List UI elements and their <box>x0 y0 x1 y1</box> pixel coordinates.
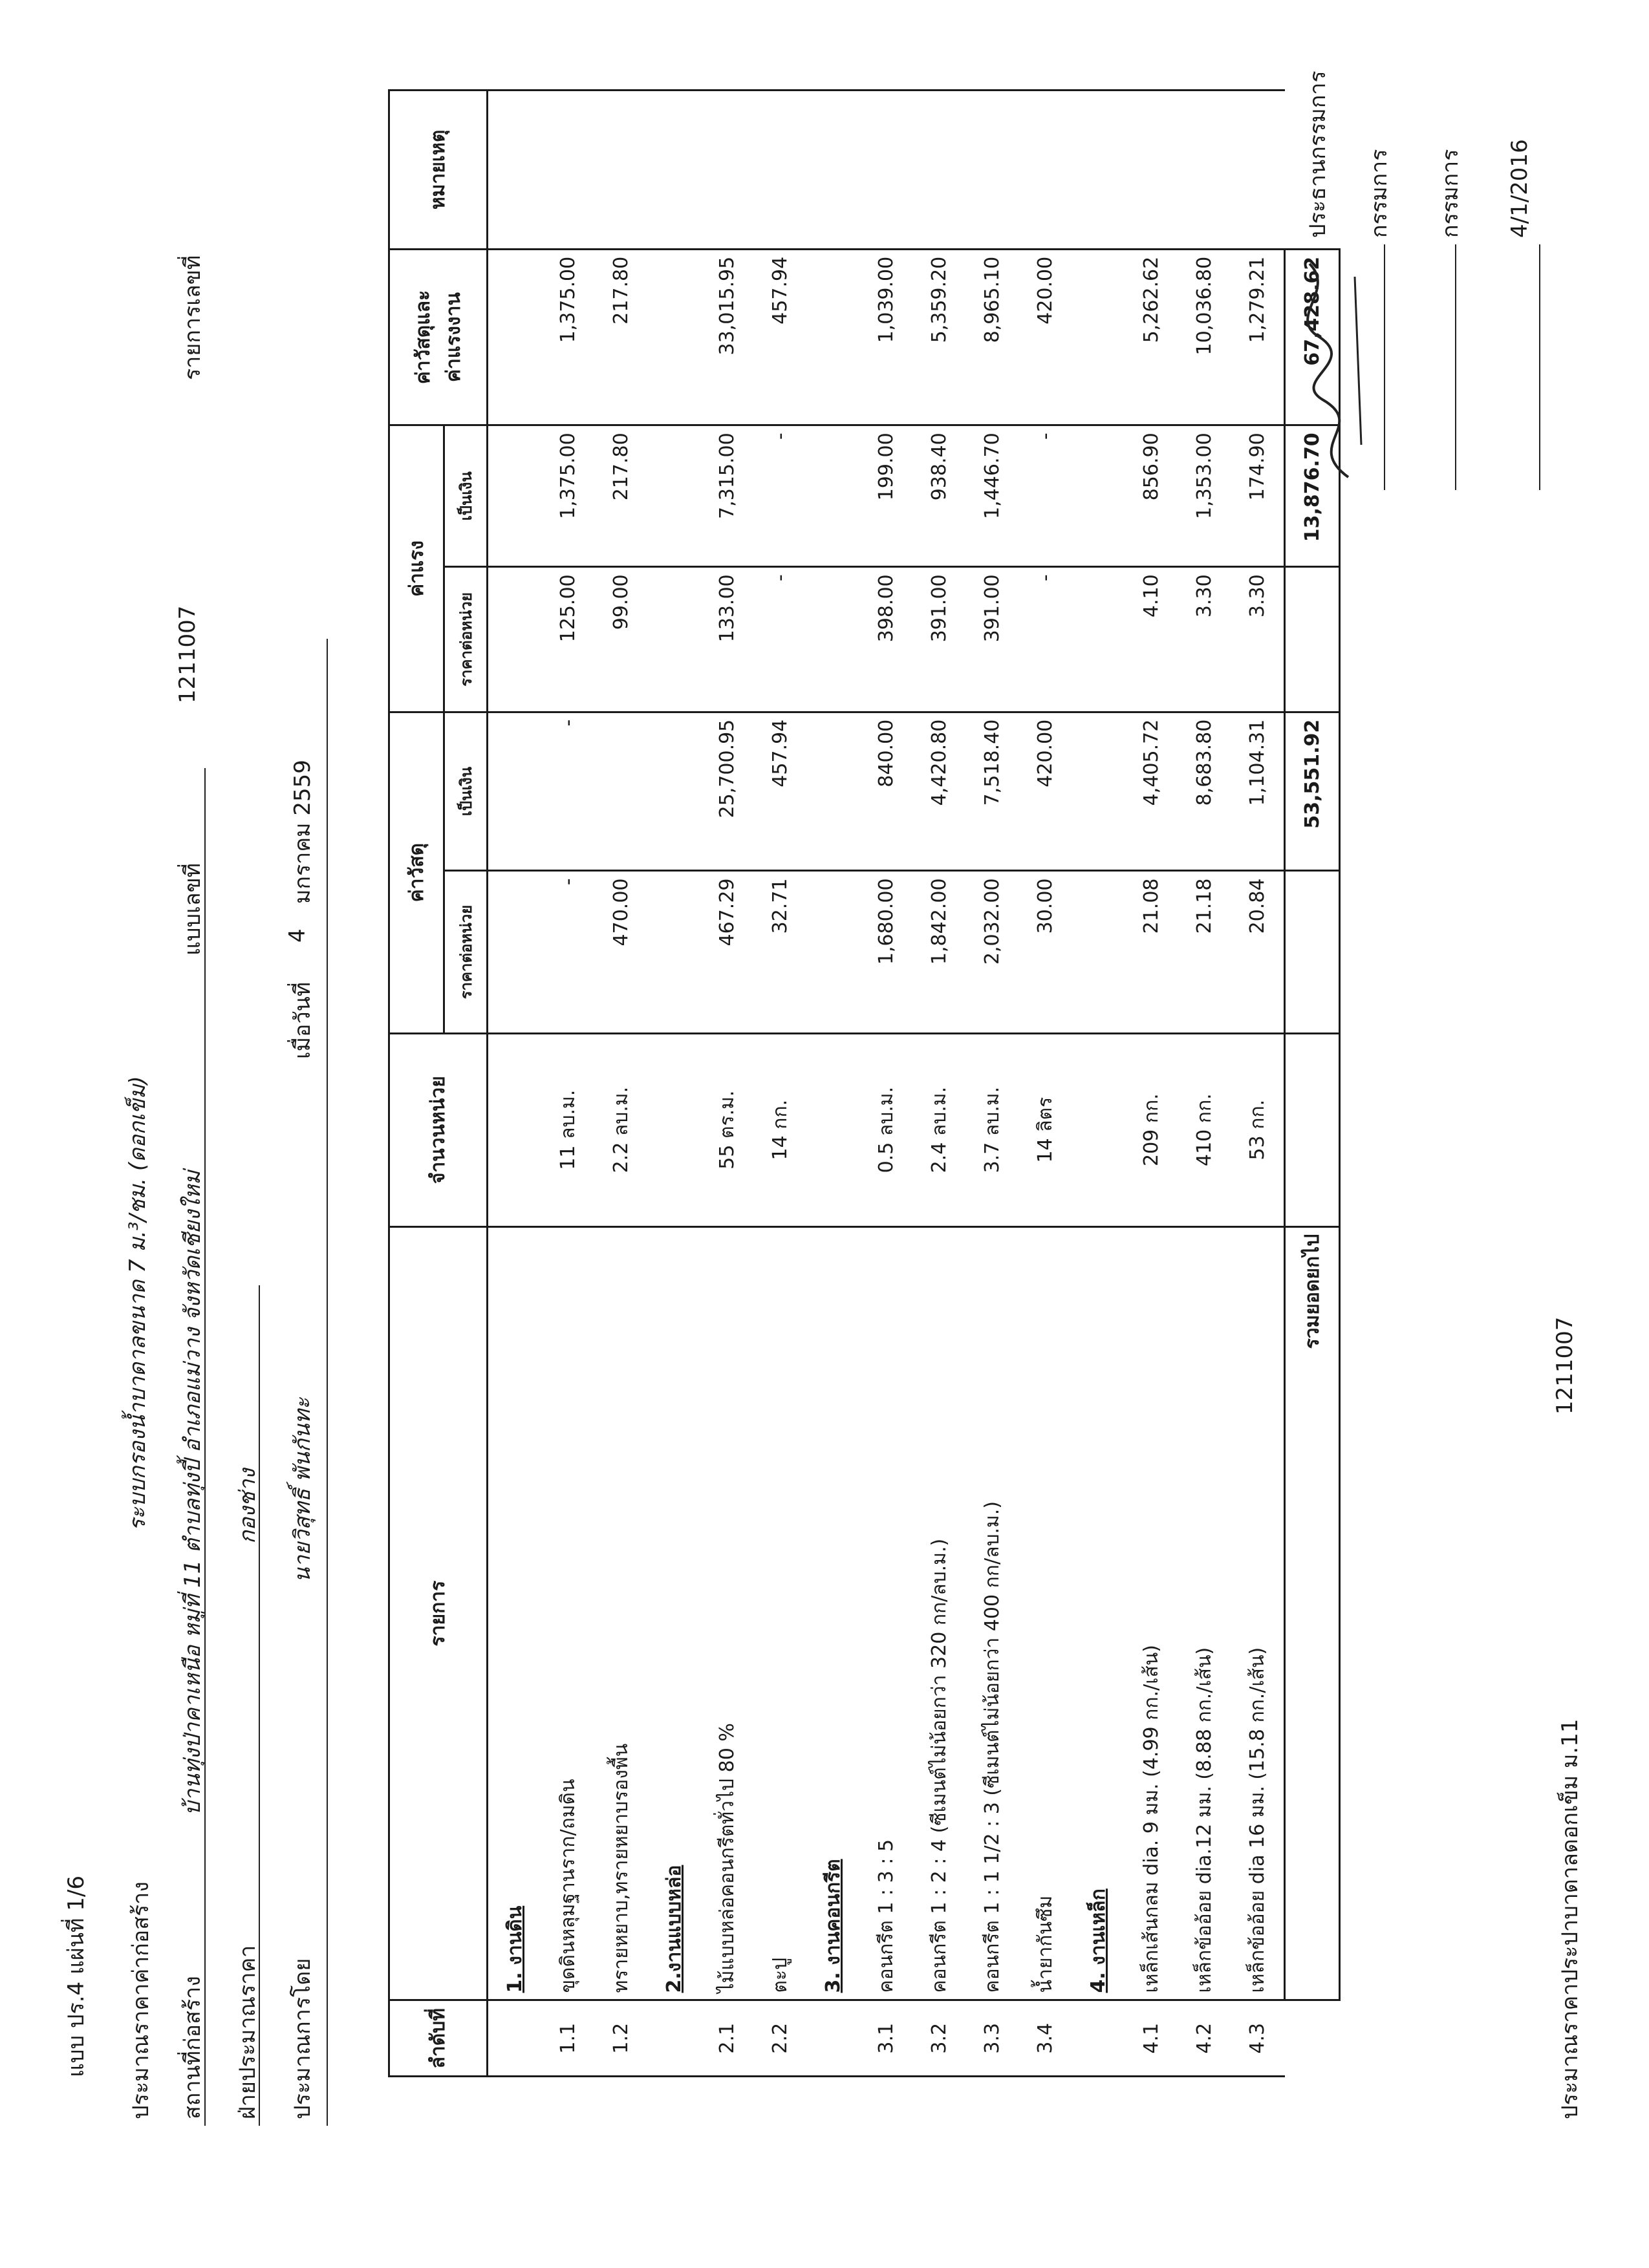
empty-cell <box>647 871 700 1033</box>
row-qty: 2.4 <box>927 1142 951 1173</box>
row-material-amount: 420.00 <box>1018 712 1072 871</box>
row-no: 2.1 <box>700 2000 753 2077</box>
item-no-label: รายการเลขที่ <box>180 255 206 380</box>
row-material-price: 2,032.00 <box>965 871 1018 1033</box>
row-unit: ลบ.ม. <box>927 1086 951 1137</box>
row-desc: ทรายหยาบ,ทรายหยาบรองพื้น <box>594 1226 647 2000</box>
col-header-total-line2: ค่าแรงงาน <box>442 292 465 383</box>
table-row <box>700 91 753 2077</box>
row-unit: กก. <box>1192 1093 1216 1124</box>
row-qty-cell <box>1125 1033 1178 1226</box>
signature-line-3 <box>1455 244 1456 490</box>
empty-cell <box>806 91 859 250</box>
signature-label-chair: ประธานกรรมการ <box>1305 70 1331 238</box>
col-header-labor-amount: เป็นเงิน <box>444 425 488 567</box>
header-rule-3 <box>327 639 328 2126</box>
row-total: 5,262.62 <box>1125 249 1178 425</box>
row-no: 1.1 <box>541 2000 594 2077</box>
row-total: 457.94 <box>753 249 806 425</box>
empty-cell <box>647 425 700 567</box>
empty-cell <box>488 712 542 871</box>
grand-total: 67,428.62 <box>1285 249 1340 425</box>
row-labor-price: - <box>1018 567 1072 712</box>
signature-line-2 <box>1384 244 1385 490</box>
row-remark <box>1018 91 1072 250</box>
empty-cell <box>488 871 542 1033</box>
row-unit: ลบ.ม. <box>874 1086 898 1137</box>
row-total: 420.00 <box>1018 249 1072 425</box>
row-no: 4.3 <box>1231 2000 1285 2077</box>
row-material-amount: 1,104.31 <box>1231 712 1285 871</box>
empty-cell <box>488 249 542 425</box>
row-labor-price: 3.30 <box>1231 567 1285 712</box>
table-row <box>753 91 806 2077</box>
row-no <box>1072 2000 1125 2077</box>
col-header-total-line1: ค่าวัสดุและ <box>411 290 435 385</box>
row-unit: ลบ.ม. <box>556 1089 579 1139</box>
row-total: 8,965.10 <box>965 249 1018 425</box>
row-material-amount <box>594 712 647 871</box>
row-total: 33,015.95 <box>700 249 753 425</box>
row-labor-amount: - <box>753 425 806 567</box>
empty-cell <box>806 425 859 567</box>
empty-cell <box>806 567 859 712</box>
row-qty-cell <box>541 1033 594 1226</box>
row-qty: 14 <box>1033 1138 1057 1163</box>
row-material-amount: 4,405.72 <box>1125 712 1178 871</box>
col-header-material-amount: เป็นเงิน <box>444 712 488 871</box>
row-labor-price: 133.00 <box>700 567 753 712</box>
row-labor-price: 391.00 <box>965 567 1018 712</box>
table-body <box>488 91 1285 2077</box>
row-material-price: 21.08 <box>1125 871 1178 1033</box>
row-qty-cell <box>1018 1033 1072 1226</box>
row-remark <box>594 91 647 250</box>
row-qty: 14 <box>768 1135 792 1161</box>
row-material-price: 30.00 <box>1018 871 1072 1033</box>
row-no: 3.2 <box>912 2000 965 2077</box>
estimate-table <box>388 89 1341 2077</box>
row-unit: ลบ.ม. <box>609 1086 632 1137</box>
estimate-label: ประมาณราคาค่าก่อสร้าง <box>128 1881 154 2119</box>
row-no: 3.3 <box>965 2000 1018 2077</box>
table-row <box>594 91 647 2077</box>
row-labor-amount: 199.00 <box>859 425 912 567</box>
empty-cell <box>488 91 542 250</box>
empty-cell <box>647 567 700 712</box>
row-unit: กก. <box>1139 1093 1163 1124</box>
total-material-amount: 53,551.92 <box>1285 712 1340 871</box>
row-qty-cell <box>1178 1033 1231 1226</box>
row-total: 10,036.80 <box>1178 249 1231 425</box>
col-header-desc: รายการ <box>389 1226 488 2000</box>
empty-cell <box>1072 871 1125 1033</box>
row-material-price: 21.18 <box>1178 871 1231 1033</box>
row-labor-price: 4.10 <box>1125 567 1178 712</box>
row-material-price: 32.71 <box>753 871 806 1033</box>
section-row <box>806 91 859 2077</box>
row-unit: กก. <box>768 1099 792 1129</box>
footer-left: ประมาณราคาประปาบาดาลดอกเข็ม ม.11 <box>1557 1718 1583 2119</box>
row-desc: เหล็กข้ออ้อย dia 16 มม. (15.8 กก./เส้น) <box>1231 1226 1285 2000</box>
row-qty: 3.7 <box>980 1142 1004 1173</box>
site-label: สถานที่ก่อสร้าง <box>180 1976 206 2119</box>
row-labor-price: 398.00 <box>859 567 912 712</box>
col-header-total <box>389 249 488 425</box>
section-title-cell <box>488 1226 542 2000</box>
section-title: 3. งานคอนกรีต <box>821 1859 845 1993</box>
row-no: 3.1 <box>859 2000 912 2077</box>
row-total: 1,279.21 <box>1231 249 1285 425</box>
row-desc: ไม้แบบหล่อคอนกรีตทั่วไป 80 % <box>700 1226 753 2000</box>
row-no <box>488 2000 542 2077</box>
section-title: 1. งานดิน <box>503 1905 526 1993</box>
row-desc: คอนกรีต 1 : 2 : 4 (ซีเมนต์ไม่น้อยกว่า 320 กก/ลบ.ม.) <box>912 1226 965 2000</box>
row-qty: 0.5 <box>874 1142 898 1173</box>
row-labor-amount: 174.90 <box>1231 425 1285 567</box>
row-labor-price: 125.00 <box>541 567 594 712</box>
row-remark <box>700 91 753 250</box>
estimator-name: นายวิสุทธิ์ พันกันทะ <box>290 1397 316 1583</box>
total-labor-amount: 13,876.70 <box>1285 425 1340 567</box>
col-header-material: ค่าวัสดุ <box>389 712 444 1033</box>
row-total: 1,375.00 <box>541 249 594 425</box>
row-no: 4.2 <box>1178 2000 1231 2077</box>
dept-value: กองช่าง <box>235 1468 261 1544</box>
col-header-no: ลำดับที่ <box>389 2000 488 2077</box>
col-header-qty: จำนวนหน่วย <box>389 1033 488 1226</box>
empty-cell <box>1072 91 1125 250</box>
section-title-cell <box>1072 1226 1125 2000</box>
row-desc: คอนกรีต 1 : 1 1/2 : 3 (ซีเมนต์ไม่น้อยกว่า 400 กก/ลบ.ม.) <box>965 1226 1018 2000</box>
row-qty-cell <box>700 1033 753 1226</box>
row-labor-amount: 856.90 <box>1125 425 1178 567</box>
row-qty-cell <box>859 1033 912 1226</box>
row-material-price: 20.84 <box>1231 871 1285 1033</box>
row-qty-cell <box>965 1033 1018 1226</box>
header-rule-2 <box>259 1285 260 2126</box>
footer-date: 4/1/2016 <box>1507 139 1533 238</box>
empty-cell <box>1072 249 1125 425</box>
empty-cell <box>806 249 859 425</box>
row-labor-amount: 1,375.00 <box>541 425 594 567</box>
date-label: เมื่อวันที่ <box>290 981 316 1059</box>
row-no: 3.4 <box>1018 2000 1072 2077</box>
row-labor-amount: - <box>1018 425 1072 567</box>
section-row <box>647 91 700 2077</box>
empty-cell <box>488 1033 542 1226</box>
signature-line-4 <box>1539 244 1540 490</box>
row-qty: 209 <box>1139 1129 1163 1166</box>
empty-cell <box>806 1033 859 1226</box>
section-title-cell <box>647 1226 700 2000</box>
empty-cell <box>1072 567 1125 712</box>
row-unit: กก. <box>1245 1099 1269 1129</box>
row-qty: 410 <box>1192 1129 1216 1166</box>
row-total: 217.80 <box>594 249 647 425</box>
row-material-amount: 7,518.40 <box>965 712 1018 871</box>
site-value: บ้านทุ่งป่าคาเหนือ หมู่ที่ 11 ตำบลทุ่งปี้ อำเภอแม่วาง จังหวัดเชียงใหม่ <box>180 1170 206 1815</box>
empty-cell <box>1072 1033 1125 1226</box>
empty-cell <box>647 249 700 425</box>
col-header-material-unit-price: ราคาต่อหน่วย <box>444 871 488 1033</box>
row-material-price: 1,842.00 <box>912 871 965 1033</box>
row-remark <box>1125 91 1178 250</box>
row-no <box>806 2000 859 2077</box>
row-desc: น้ำยากันซึม <box>1018 1226 1072 2000</box>
row-remark <box>912 91 965 250</box>
row-desc: เหล็กข้ออ้อย dia.12 มม. (8.88 กก./เส้น) <box>1178 1226 1231 2000</box>
total-label: รวมยอดยกไป <box>1285 1226 1340 2000</box>
row-material-price: 1,680.00 <box>859 871 912 1033</box>
section-title: 2.งานแบบหล่อ <box>662 1865 685 1993</box>
row-material-amount: 457.94 <box>753 712 806 871</box>
section-row <box>1072 91 1125 2077</box>
drawing-label: แบบเลขที่ <box>180 862 206 956</box>
table-row <box>859 91 912 2077</box>
empty-cell <box>1072 425 1125 567</box>
row-no: 4.1 <box>1125 2000 1178 2077</box>
row-material-amount: 25,700.95 <box>700 712 753 871</box>
signature-label-member-2: กรรมการ <box>1438 149 1463 238</box>
empty-cell <box>488 425 542 567</box>
row-remark <box>1231 91 1285 250</box>
row-material-amount: 840.00 <box>859 712 912 871</box>
row-unit: ลบ.ม. <box>980 1086 1004 1137</box>
table-row <box>1018 91 1072 2077</box>
footer-center: 1211007 <box>1552 1316 1578 1415</box>
row-desc: ตะปู <box>753 1226 806 2000</box>
row-material-price: 470.00 <box>594 871 647 1033</box>
row-material-amount: 4,420.80 <box>912 712 965 871</box>
row-material-price: 467.29 <box>700 871 753 1033</box>
row-qty-cell <box>912 1033 965 1226</box>
section-title: 4. งานเหล็ก <box>1086 1888 1110 1993</box>
signature-image <box>1277 238 1381 484</box>
row-remark <box>859 91 912 250</box>
row-unit: ลิตร <box>1033 1097 1057 1132</box>
row-material-amount: - <box>541 712 594 871</box>
form-code: แบบ ปร.4 แผ่นที่ 1/6 <box>63 1876 89 2077</box>
estimator-label: ประมาณการโดย <box>290 1958 316 2119</box>
header-rule-1 <box>204 768 206 2126</box>
row-labor-price: - <box>753 567 806 712</box>
row-material-amount: 8,683.80 <box>1178 712 1231 871</box>
row-total: 5,359.20 <box>912 249 965 425</box>
empty-cell <box>806 712 859 871</box>
row-labor-amount: 1,353.00 <box>1178 425 1231 567</box>
signature-label-member-1: กรรมการ <box>1366 149 1392 238</box>
empty-cell <box>488 567 542 712</box>
row-desc: เหล็กเส้นกลม dia. 9 มม. (4.99 กก./เส้น) <box>1125 1226 1178 2000</box>
table-row <box>1178 91 1231 2077</box>
row-qty-cell <box>753 1033 806 1226</box>
table-row <box>965 91 1018 2077</box>
col-header-remark: หมายเหตุ <box>389 91 488 250</box>
empty-cell <box>806 871 859 1033</box>
row-desc: ขุดดินหลุมฐานราก/ถมดิน <box>541 1226 594 2000</box>
row-labor-price: 391.00 <box>912 567 965 712</box>
row-remark <box>965 91 1018 250</box>
row-unit: ตร.ม. <box>715 1090 738 1139</box>
row-remark <box>1178 91 1231 250</box>
row-labor-price: 99.00 <box>594 567 647 712</box>
row-qty-cell <box>594 1033 647 1226</box>
table-row <box>1125 91 1178 2077</box>
date-day: 4 <box>285 928 310 943</box>
table-row <box>1231 91 1285 2077</box>
project-title: ระบบกรองน้ำบาดาลขนาด 7 ม.³/ชม. (ดอกเข็ม) <box>125 1076 151 1531</box>
row-no: 2.2 <box>753 2000 806 2077</box>
row-qty: 53 <box>1245 1135 1269 1161</box>
row-labor-amount: 217.80 <box>594 425 647 567</box>
row-labor-price: 3.30 <box>1178 567 1231 712</box>
row-qty: 55 <box>715 1144 738 1170</box>
empty-cell <box>647 712 700 871</box>
date-month-year: มกราคม 2559 <box>290 760 316 904</box>
row-labor-amount: 7,315.00 <box>700 425 753 567</box>
drawing-number: 1211007 <box>175 605 200 703</box>
section-row <box>488 91 542 2077</box>
row-material-price: - <box>541 871 594 1033</box>
empty-cell <box>647 91 700 250</box>
row-qty-cell <box>1231 1033 1285 1226</box>
row-labor-amount: 1,446.70 <box>965 425 1018 567</box>
table-row <box>541 91 594 2077</box>
row-qty: 11 <box>556 1145 579 1170</box>
col-header-labor-unit-price: ราคาต่อหน่วย <box>444 567 488 712</box>
empty-cell <box>1072 712 1125 871</box>
row-no <box>647 2000 700 2077</box>
row-remark <box>541 91 594 250</box>
section-title-cell <box>806 1226 859 2000</box>
row-qty: 2.2 <box>609 1142 632 1173</box>
dept-label: ฝ่ายประมาณราคา <box>235 1945 261 2119</box>
empty-cell <box>647 1033 700 1226</box>
row-labor-amount: 938.40 <box>912 425 965 567</box>
row-total: 1,039.00 <box>859 249 912 425</box>
row-no: 1.2 <box>594 2000 647 2077</box>
row-desc: คอนกรีต 1 : 3 : 5 <box>859 1226 912 2000</box>
row-remark <box>753 91 806 250</box>
col-header-labor: ค่าแรง <box>389 425 444 712</box>
table-row <box>912 91 965 2077</box>
